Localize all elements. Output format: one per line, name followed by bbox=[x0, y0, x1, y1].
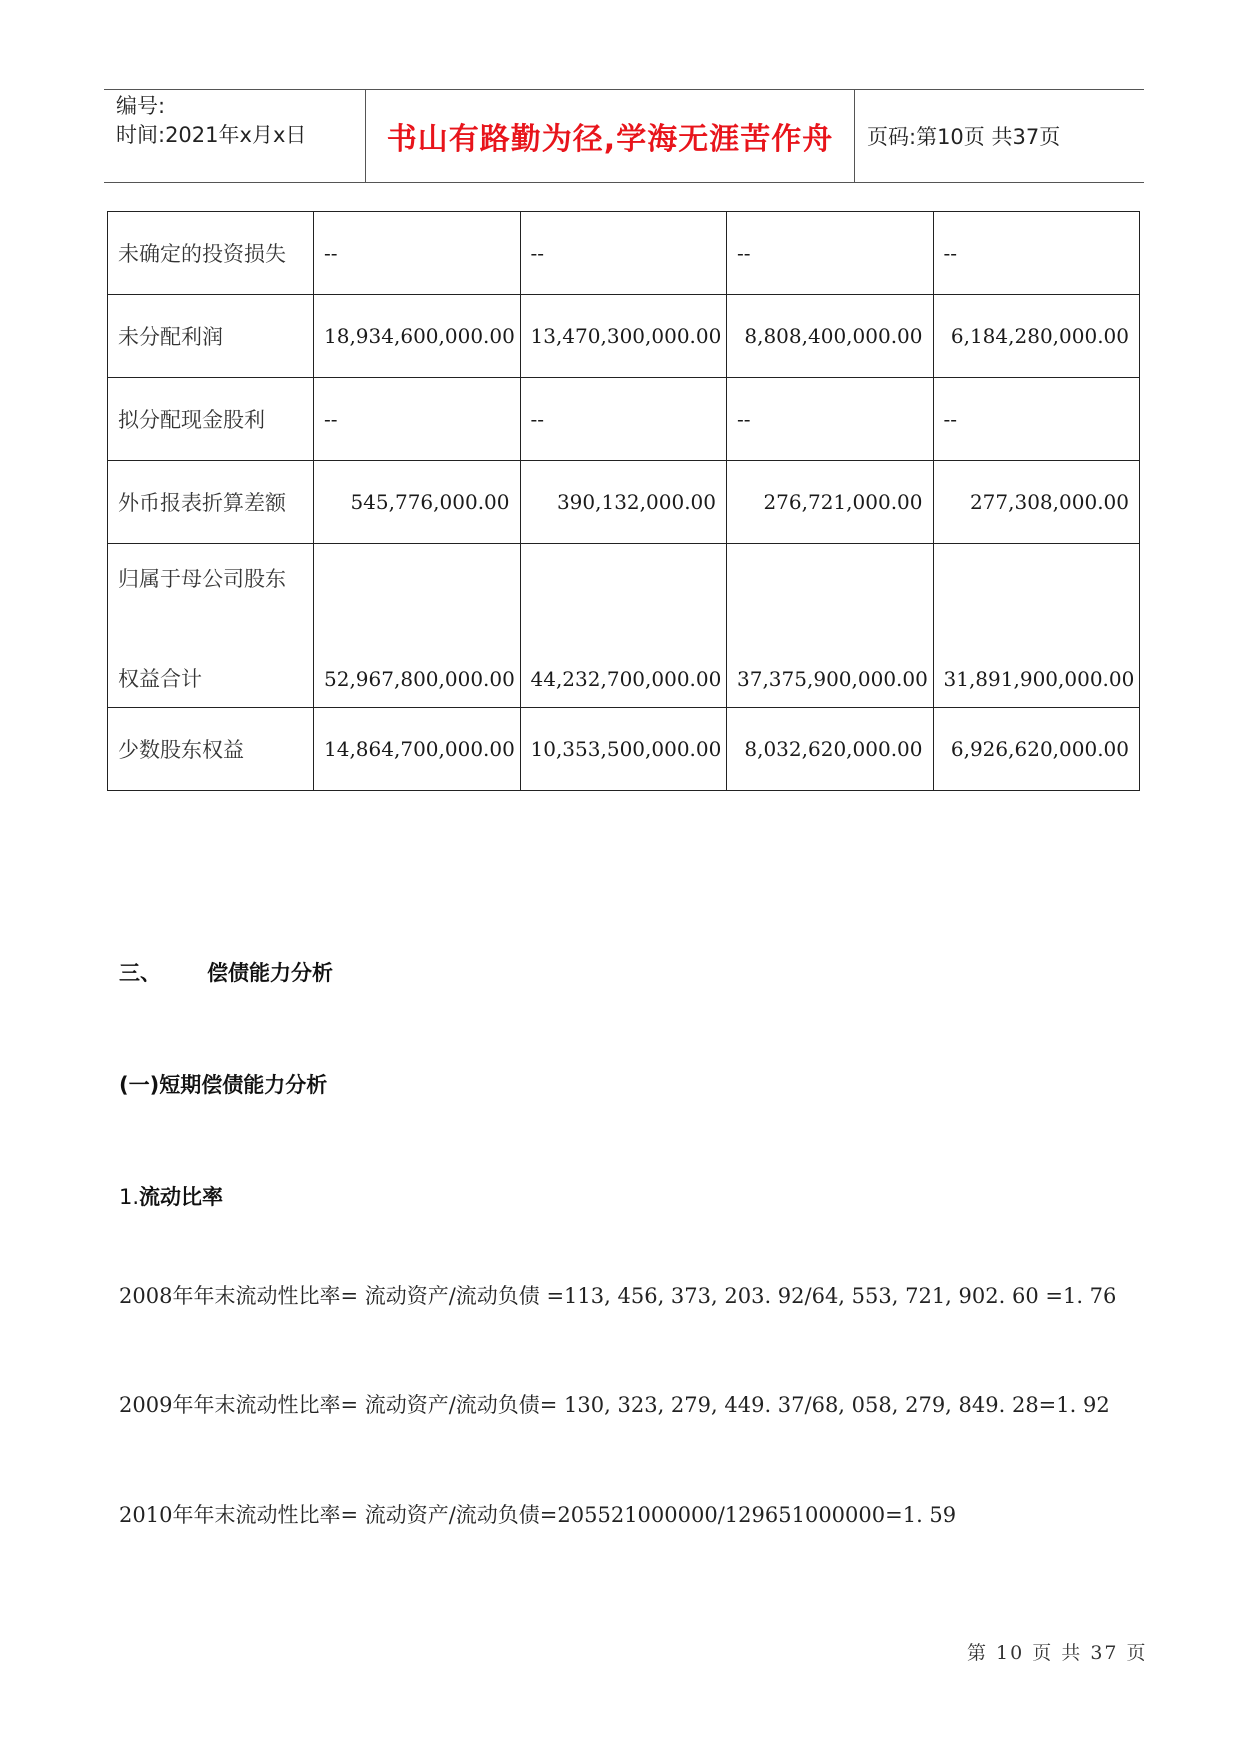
table-row bbox=[108, 461, 1140, 544]
table-cell: 276,721,000.00 bbox=[727, 461, 934, 544]
table-cell: -- bbox=[314, 212, 521, 295]
table-cell: 390,132,000.00 bbox=[520, 461, 727, 544]
table-cell: 6,184,280,000.00 bbox=[933, 295, 1140, 378]
table-cell: -- bbox=[727, 212, 934, 295]
section-number: 三、 bbox=[119, 961, 161, 985]
cell-value: 52,967,800,000.00 bbox=[324, 666, 515, 691]
table-row bbox=[108, 212, 1140, 295]
row-label: 未分配利润 bbox=[108, 295, 314, 378]
table-cell: 13,470,300,000.00 bbox=[520, 295, 727, 378]
item-heading bbox=[119, 1181, 223, 1211]
page-header bbox=[104, 89, 1144, 183]
table-cell: -- bbox=[314, 378, 521, 461]
table-cell: 10,353,500,000.00 bbox=[520, 708, 727, 791]
financial-table bbox=[107, 211, 1140, 791]
ratio-line-2008: 2008年年末流动性比率= 流动资产/流动负债 =113, 456, 373, 203. 92/64, 553, 721, 902. 60 =1. 76 bbox=[119, 1284, 1117, 1308]
table-cell bbox=[314, 544, 521, 708]
page-footer: 第 10 页 共 37 页 bbox=[967, 1642, 1148, 1664]
row-label: 少数股东权益 bbox=[108, 708, 314, 791]
row-label bbox=[108, 544, 314, 708]
table-cell: 6,926,620,000.00 bbox=[933, 708, 1140, 791]
item-title: 流动比率 bbox=[139, 1185, 224, 1209]
table-cell: 18,934,600,000.00 bbox=[314, 295, 521, 378]
time-label: 时间:2021年x月x日 bbox=[116, 123, 307, 147]
table-cell: -- bbox=[933, 212, 1140, 295]
section-title: 偿债能力分析 bbox=[207, 961, 333, 985]
table-cell: 8,808,400,000.00 bbox=[727, 295, 934, 378]
table-cell: 14,864,700,000.00 bbox=[314, 708, 521, 791]
header-motto: 书山有路勤为径,学海无涯苦作舟 bbox=[366, 90, 855, 182]
table-cell: 277,308,000.00 bbox=[933, 461, 1140, 544]
table-cell bbox=[727, 544, 934, 708]
row-label: 未确定的投资损失 bbox=[108, 212, 314, 295]
ratio-line-2010: 2010年年末流动性比率= 流动资产/流动负债=205521000000/129651000000=1. 59 bbox=[119, 1503, 957, 1527]
ratio-line-2009: 2009年年末流动性比率= 流动资产/流动负债= 130, 323, 279, 449. 37/68, 058, 279, 849. 28=1. 92 bbox=[119, 1393, 1110, 1417]
header-page-code: 页码:第10页 共37页 bbox=[867, 125, 1061, 149]
cell-value: 37,375,900,000.00 bbox=[737, 666, 928, 691]
section-heading bbox=[119, 957, 333, 987]
cell-value: 44,232,700,000.00 bbox=[530, 666, 722, 691]
table-cell bbox=[520, 544, 727, 708]
subsection-heading: (一)短期偿债能力分析 bbox=[119, 1073, 328, 1097]
table-cell bbox=[933, 544, 1140, 708]
row-label: 外币报表折算差额 bbox=[108, 461, 314, 544]
table-row bbox=[108, 708, 1140, 791]
row-label-line: 权益合计 bbox=[118, 666, 202, 691]
table-cell: 8,032,620,000.00 bbox=[727, 708, 934, 791]
item-number: 1. bbox=[119, 1185, 140, 1209]
table-cell: 545,776,000.00 bbox=[314, 461, 521, 544]
number-label: 编号: bbox=[116, 94, 166, 118]
header-meta bbox=[104, 90, 366, 182]
table-row bbox=[108, 295, 1140, 378]
table-cell: -- bbox=[520, 212, 727, 295]
row-label-line: 归属于母公司股东 bbox=[118, 566, 286, 591]
cell-value: 31,891,900,000.00 bbox=[943, 666, 1135, 691]
table-row bbox=[108, 544, 1140, 708]
table-row bbox=[108, 378, 1140, 461]
table-cell: -- bbox=[520, 378, 727, 461]
table-cell: -- bbox=[727, 378, 934, 461]
table-cell: -- bbox=[933, 378, 1140, 461]
row-label: 拟分配现金股利 bbox=[108, 378, 314, 461]
